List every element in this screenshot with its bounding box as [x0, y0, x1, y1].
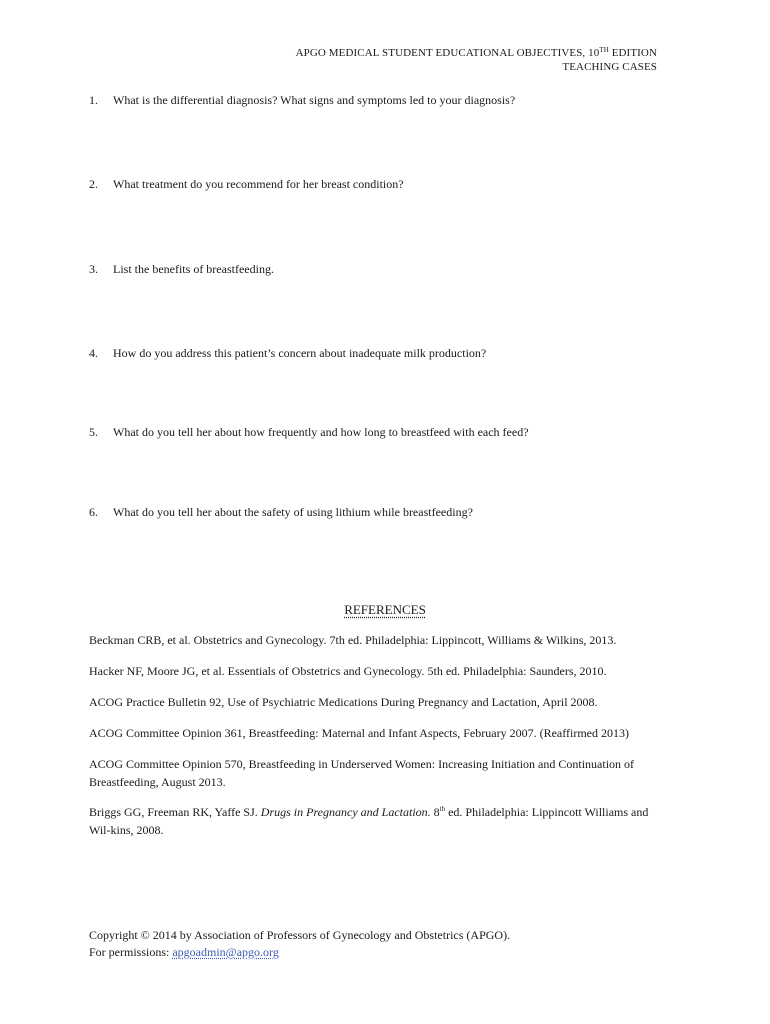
- email-link[interactable]: apgoadmin@apgo.org: [172, 945, 279, 959]
- question-item: 5. What do you tell her about how frequently and how long to breastfeed with each feed?: [89, 425, 529, 439]
- question-item: 4. How do you address this patient’s concern about inadequate milk production?: [89, 346, 487, 360]
- header-line-1: APGO MEDICAL STUDENT EDUCATIONAL OBJECTIVES, 10TH EDITION: [295, 46, 657, 59]
- reference-item: Briggs GG, Freeman RK, Yaffe SJ. Drugs in Pregnancy and Lactation. 8th ed. Philadelphia: Lippincott Williams and Wil-kins, 2008.: [89, 805, 649, 837]
- reference-item: ACOG Committee Opinion 361, Breastfeeding: Maternal and Infant Aspects, February 2007. (Reaffirmed 2013): [89, 726, 629, 740]
- page-footer: [89, 927, 510, 961]
- permissions-line: For permissions: apgoadmin@apgo.org: [89, 945, 279, 959]
- question-item: 2. What treatment do you recommend for her breast condition?: [89, 177, 404, 191]
- reference-item: ACOG Committee Opinion 570, Breastfeeding in Underserved Women: Increasing Initiation and Continuation of Breastfeeding, August 2013.: [89, 757, 635, 789]
- question-item: 6. What do you tell her about the safety of using lithium while breastfeeding?: [89, 505, 473, 519]
- reference-item: Beckman CRB, et al. Obstetrics and Gynecology. 7th ed. Philadelphia: Lippincott, Williams & Wilkins, 2013.: [89, 633, 617, 647]
- question-item: 3. List the benefits of breastfeeding.: [89, 262, 274, 276]
- copyright-notice: Copyright © 2014 by Association of Professors of Gynecology and Obstetrics (APGO).: [89, 928, 511, 942]
- reference-book-title: Drugs in Pregnancy and Lactation.: [260, 805, 431, 819]
- reference-item: ACOG Practice Bulletin 92, Use of Psychiatric Medications During Pregnancy and Lactation, April 2008.: [89, 695, 598, 709]
- reference-item: Hacker NF, Moore JG, et al. Essentials of Obstetrics and Gynecology. 5th ed. Philadelphia: Saunders, 2010.: [89, 664, 607, 678]
- references-heading: REFERENCES: [344, 602, 426, 617]
- page-header: [296, 46, 657, 74]
- header-line-2: TEACHING CASES: [562, 61, 657, 73]
- question-item: 1. What is the differential diagnosis? What signs and symptoms led to your diagnosis?: [89, 93, 516, 107]
